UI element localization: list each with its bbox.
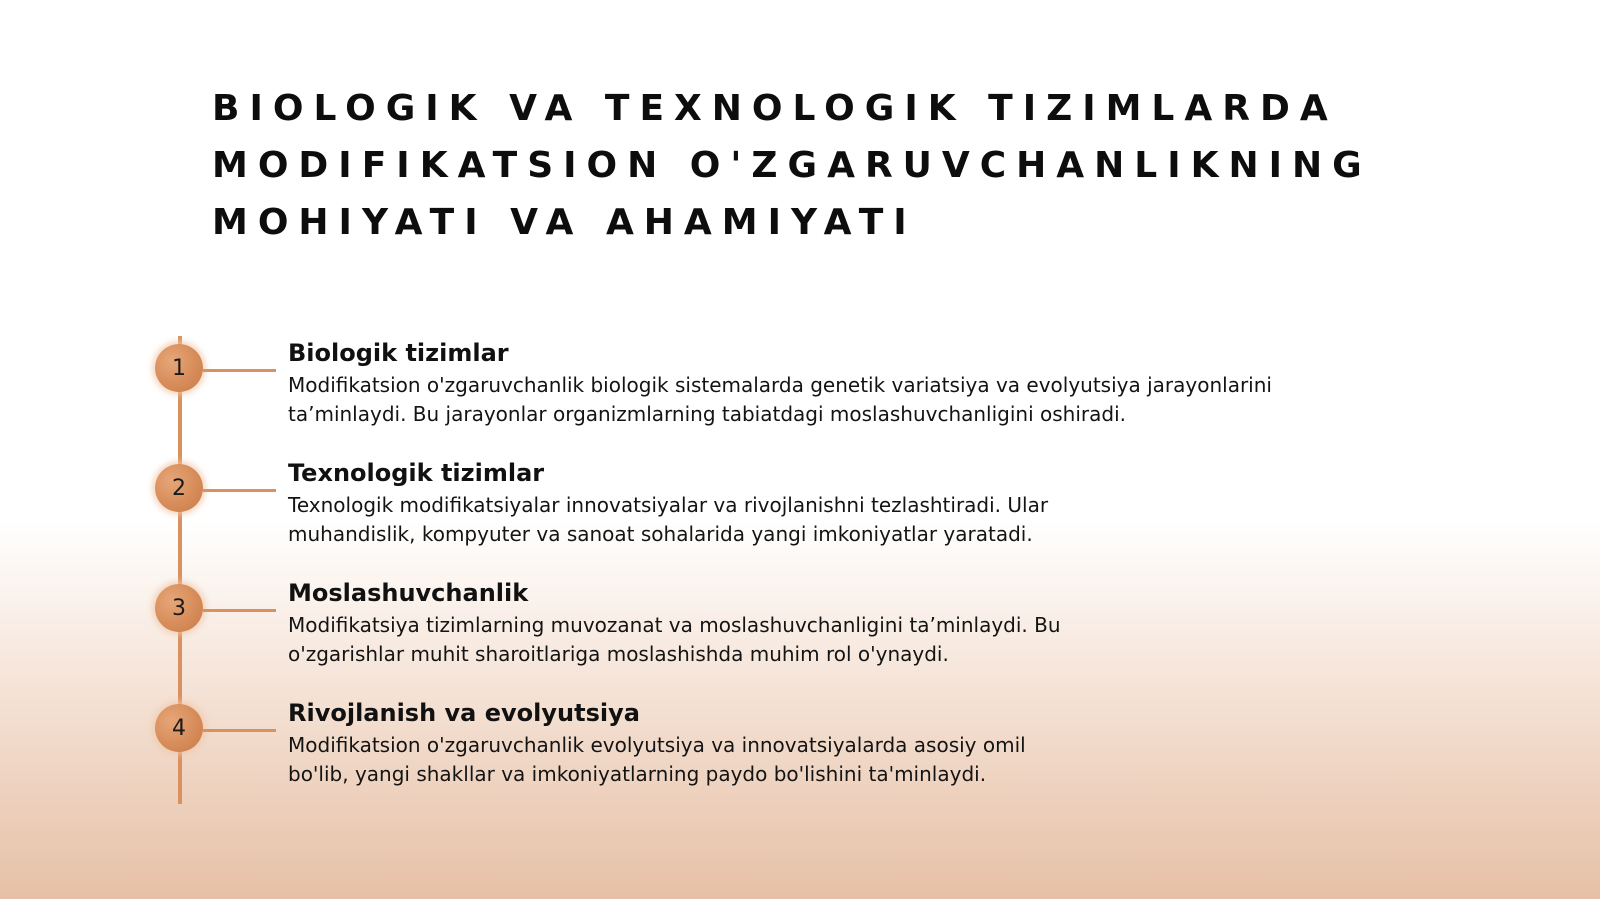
step-connector <box>203 369 276 372</box>
timeline-step-4 <box>0 696 1600 816</box>
step-title: Biologik tizimlar <box>288 339 509 367</box>
step-description: Modifikatsion o'zgaruvchanlik biologik sistemalarda genetik variatsiya va evolyutsiya jarayonlarini ta’minlaydi. Bu jarayonlar organizmlarning tabiatdagi moslashuvchanligini oshiradi. <box>288 373 1272 426</box>
step-connector <box>203 489 276 492</box>
timeline-step-2 <box>0 456 1600 576</box>
step-title: Texnologik tizimlar <box>288 459 545 487</box>
step-description: Modifikatsiya tizimlarning muvozanat va moslashuvchanligini ta’minlaydi. Bu o'zgarishlar muhit sharoitlariga moslashishda muhim rol o'ynaydi. <box>288 613 1061 666</box>
step-number-circle: 1 <box>155 344 203 392</box>
step-connector <box>203 609 276 612</box>
timeline-step-1 <box>0 336 1600 456</box>
step-number-circle: 4 <box>155 704 203 752</box>
step-number-circle: 2 <box>155 464 203 512</box>
step-title: Rivojlanish va evolyutsiya <box>288 699 640 727</box>
step-connector <box>203 729 276 732</box>
step-description: Modifikatsion o'zgaruvchanlik evolyutsiya va innovatsiyalarda asosiy omil bo'lib, yangi shakllar va imkoniyatlarning paydo bo'lishini ta'minlaydi. <box>288 733 1026 786</box>
slide-title: BIOLOGIK VA TEXNOLOGIK TIZIMLARDA MODIFIKATSION O'ZGARUVCHANLIKNING MOHIYATI VA AHAMIYATI <box>212 88 1372 243</box>
step-number-circle: 3 <box>155 584 203 632</box>
timeline-step-3 <box>0 576 1600 696</box>
step-title: Moslashuvchanlik <box>288 579 529 607</box>
step-description: Texnologik modifikatsiyalar innovatsiyalar va rivojlanishni tezlashtiradi. Ular muhandislik, kompyuter va sanoat sohalarida yangi imkoniyatlar yaratadi. <box>288 493 1049 546</box>
